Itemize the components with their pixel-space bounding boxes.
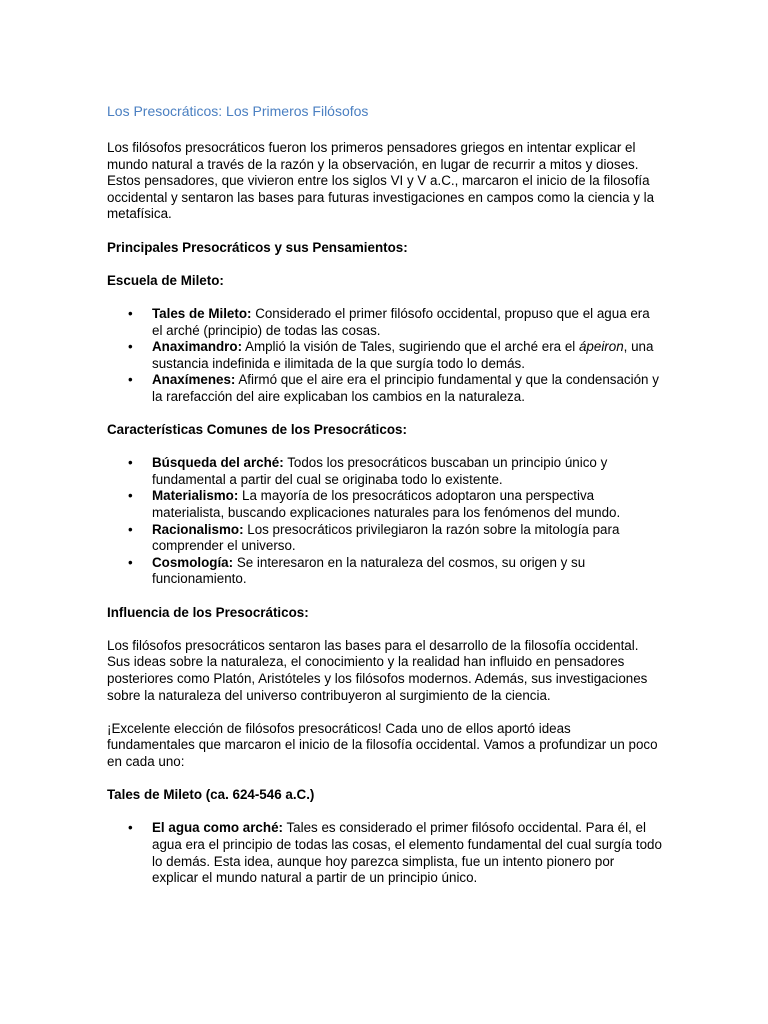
- list-item: [107, 306, 662, 339]
- list-item-term: Búsqueda del arché:: [152, 455, 284, 471]
- list-item-term: Materialismo:: [152, 488, 239, 504]
- section-heading-influencia: Influencia de los Presocráticos:: [107, 604, 309, 620]
- list-item-term: Tales de Mileto:: [152, 305, 252, 321]
- list-item-text: Los presocráticos privilegiaron la razón sobre la mitología para comprender el universo.: [152, 521, 620, 554]
- bullet-icon: •: [128, 339, 133, 355]
- list-item-text: Tales es considerado el primer filósofo occidental. Para él, el agua era el principio de todas las cosas, el elemento fundamental del cual surgía todo lo demás. Esta idea, aunque hoy parezca simplista, fue un intento pionero por explicar el mundo natural a partir de un principio único.: [152, 820, 662, 886]
- influencia-paragraph: Los filósofos presocráticos sentaron las bases para el desarrollo de la filosofía occidental. Sus ideas sobre la naturaleza, el conocimiento y la realidad han influido en pensadores posteriores como Platón, Aristóteles y los filósofos modernos. Además, sus investigaciones sobre la naturaleza del universo contribuyeron al surgimiento de la ciencia.: [107, 637, 648, 703]
- list-item-text: Afirmó que el aire era el principio fundamental y que la condensación y la rarefacción del aire explicaban los cambios en la naturaleza.: [152, 372, 659, 404]
- list-item: [107, 820, 662, 886]
- section-heading-main: Principales Presocráticos y sus Pensamientos:: [107, 239, 408, 255]
- list-item-italic: ápeiron: [578, 339, 624, 355]
- bullet-icon: •: [128, 455, 133, 471]
- list-item: [107, 488, 662, 521]
- list-item-text: Todos los presocráticos buscaban un principio único y fundamental a partir del cual se originaba todo lo existente.: [152, 455, 608, 487]
- section-heading-mileto: Escuela de Mileto:: [107, 272, 224, 288]
- list-item: [107, 522, 662, 555]
- bullet-icon: •: [128, 554, 133, 570]
- list-item-term: Racionalismo:: [152, 521, 244, 537]
- section-heading-tales: Tales de Mileto (ca. 624-546 a.C.): [107, 787, 315, 803]
- list-item-text: Se interesaron en la naturaleza del cosmos, su origen y su funcionamiento.: [152, 554, 586, 587]
- document-page: [107, 102, 662, 903]
- bullet-icon: •: [128, 305, 133, 321]
- bullet-icon: •: [128, 372, 133, 388]
- list-item: [107, 555, 662, 588]
- bullet-icon: •: [128, 820, 133, 836]
- excelente-paragraph: ¡Excelente elección de filósofos presocráticos! Cada uno de ellos aportó ideas fundamentales que marcaron el inicio de la filosofía occidental. Vamos a profundizar un poco en cada uno:: [107, 720, 658, 769]
- list-item-term: Anaximandro:: [152, 339, 243, 355]
- section-heading-caracteristicas: Características Comunes de los Presocráticos:: [107, 422, 407, 438]
- document-title: Los Presocráticos: Los Primeros Filósofos: [107, 103, 369, 119]
- mileto-list: [107, 306, 662, 406]
- list-item: [107, 372, 662, 405]
- tales-list: [107, 820, 662, 886]
- list-item-text-continued: , una sustancia indefinida e ilimitada de la que surgía todo lo demás.: [152, 339, 654, 371]
- caracteristicas-list: [107, 455, 662, 588]
- list-item: [107, 339, 662, 372]
- list-item-term: Anaxímenes:: [152, 372, 236, 388]
- list-item: [107, 455, 662, 488]
- list-item-text: La mayoría de los presocráticos adoptaron una perspectiva materialista, buscando explicaciones naturales para los fenómenos del mundo.: [152, 488, 621, 521]
- list-item-term: El agua como arché:: [152, 820, 283, 836]
- list-item-text: Considerado el primer filósofo occidental, propuso que el agua era el arché (principio) de todas las cosas.: [152, 305, 650, 338]
- intro-paragraph: Los filósofos presocráticos fueron los primeros pensadores griegos en intentar explicar el mundo natural a través de la razón y la observación, en lugar de recurrir a mitos y dioses. Estos pensadores, que vivieron entre los siglos VI y V a.C., marcaron el inicio de la filosofía occidental y sentaron las bases para futuras investigaciones en campos como la ciencia y la metafísica.: [107, 140, 655, 222]
- bullet-icon: •: [128, 488, 133, 504]
- list-item-text: Amplió la visión de Tales, sugiriendo que el arché era el: [242, 339, 579, 355]
- list-item-term: Cosmología:: [152, 554, 234, 570]
- bullet-icon: •: [128, 521, 133, 537]
